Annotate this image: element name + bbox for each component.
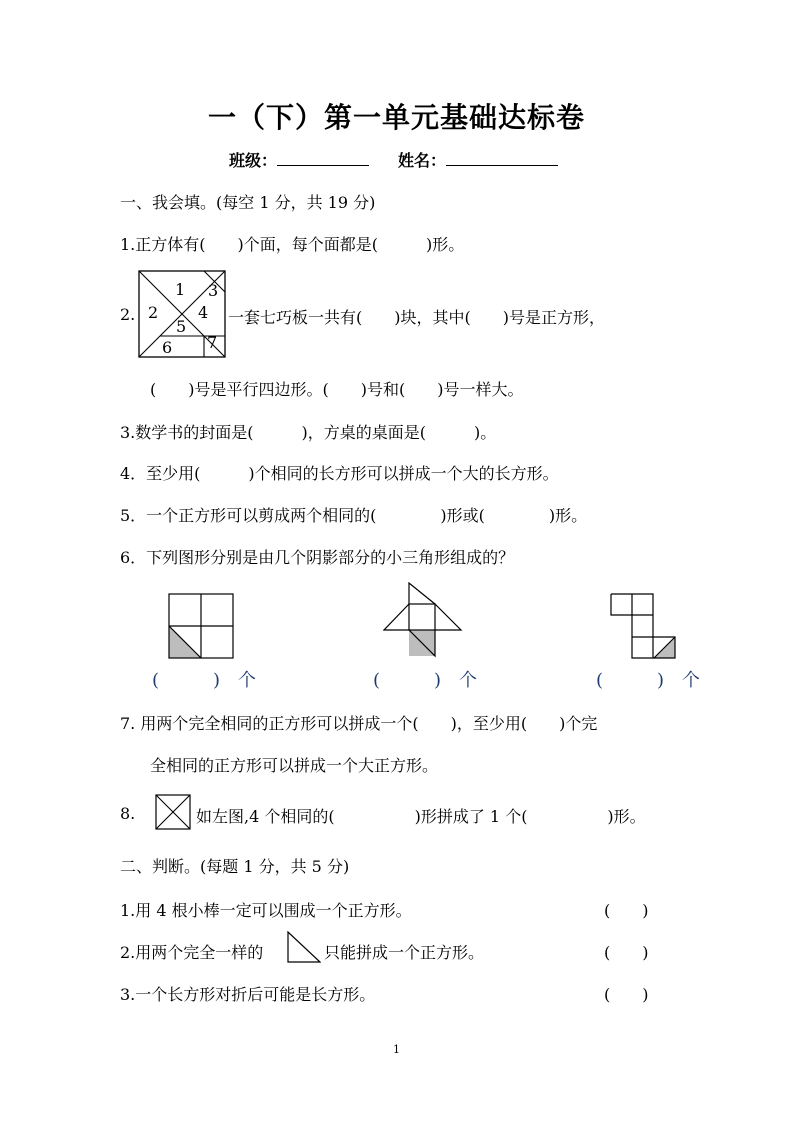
q6-figure-pinwheel: [383, 582, 463, 660]
question-2-number: 2.: [120, 305, 136, 324]
q6-answer-1[interactable]: ( ) 个: [152, 670, 257, 691]
tangram-label-6: 6: [162, 338, 173, 357]
question-4: 4．至少用( )个相同的长方形可以拼成一个大的长方形。: [120, 464, 559, 483]
page-number: 1: [393, 1043, 400, 1056]
name-blank[interactable]: [446, 151, 558, 166]
judge-3: 3.一个长方形对折后可能是长方形。: [120, 985, 376, 1004]
tangram-label-5: 5: [176, 317, 187, 336]
question-2-line1: 一套七巧板一共有( )块，其中( )号是正方形，: [228, 308, 605, 327]
question-7-line1: 7. 用两个完全相同的正方形可以拼成一个( )，至少用( )个完: [120, 714, 598, 733]
judge-1-mark[interactable]: ( ): [604, 901, 649, 920]
tangram-label-2: 2: [148, 303, 159, 322]
judge-1: 1.用 4 根小棒一定可以围成一个正方形。: [120, 901, 412, 920]
judge-2-before: 2.用两个完全一样的: [120, 943, 264, 962]
question-2-line2: ( )号是平行四边形。( )号和( )号一样大。: [150, 380, 524, 399]
q6-figure-steps: [610, 593, 676, 659]
question-6: 6．下列图形分别是由几个阴影部分的小三角形组成的？: [120, 548, 515, 567]
question-5: 5．一个正方形可以剪成两个相同的( )形或( )形。: [120, 506, 588, 525]
judge-2-mark[interactable]: ( ): [604, 943, 649, 962]
q6-answer-2[interactable]: ( ) 个: [373, 670, 478, 691]
tangram-label-3: 3: [208, 281, 219, 300]
question-1: 1.正方体有( )个面，每个面都是( )形。: [120, 235, 465, 254]
judge-3-mark[interactable]: ( ): [604, 985, 649, 1004]
question-7-line2: 全相同的正方形可以拼成一个大正方形。: [150, 756, 439, 775]
q6-answer-3[interactable]: ( ) 个: [596, 670, 701, 691]
judge-2-after: 只能拼成一个正方形。: [324, 943, 485, 962]
page-title: 一（下）第一单元基础达标卷: [207, 101, 585, 134]
name-field: [398, 148, 558, 171]
class-field: [229, 148, 369, 171]
tangram-label-4: 4: [198, 303, 209, 322]
class-label: 班级：: [229, 151, 278, 170]
class-blank[interactable]: [277, 151, 369, 166]
tangram-figure: [138, 270, 228, 358]
q8-square-figure: [155, 794, 191, 830]
question-8: 如左图,4 个相同的( )形拼成了 1 个( )形。: [196, 807, 646, 826]
question-8-number: 8.: [120, 804, 136, 823]
name-label: 姓名：: [398, 151, 447, 170]
section2-heading: 二、判断。(每题 1 分，共 5 分): [120, 857, 350, 876]
tangram-label-1: 1: [175, 280, 186, 299]
tangram-label-7: 7: [207, 333, 218, 352]
section1-heading: 一、我会填。(每空 1 分，共 19 分): [120, 193, 376, 212]
right-triangle-icon: [287, 931, 321, 963]
question-3: 3.数学书的封面是( )，方桌的桌面是( )。: [120, 423, 497, 442]
q6-figure-grid: [168, 593, 234, 659]
